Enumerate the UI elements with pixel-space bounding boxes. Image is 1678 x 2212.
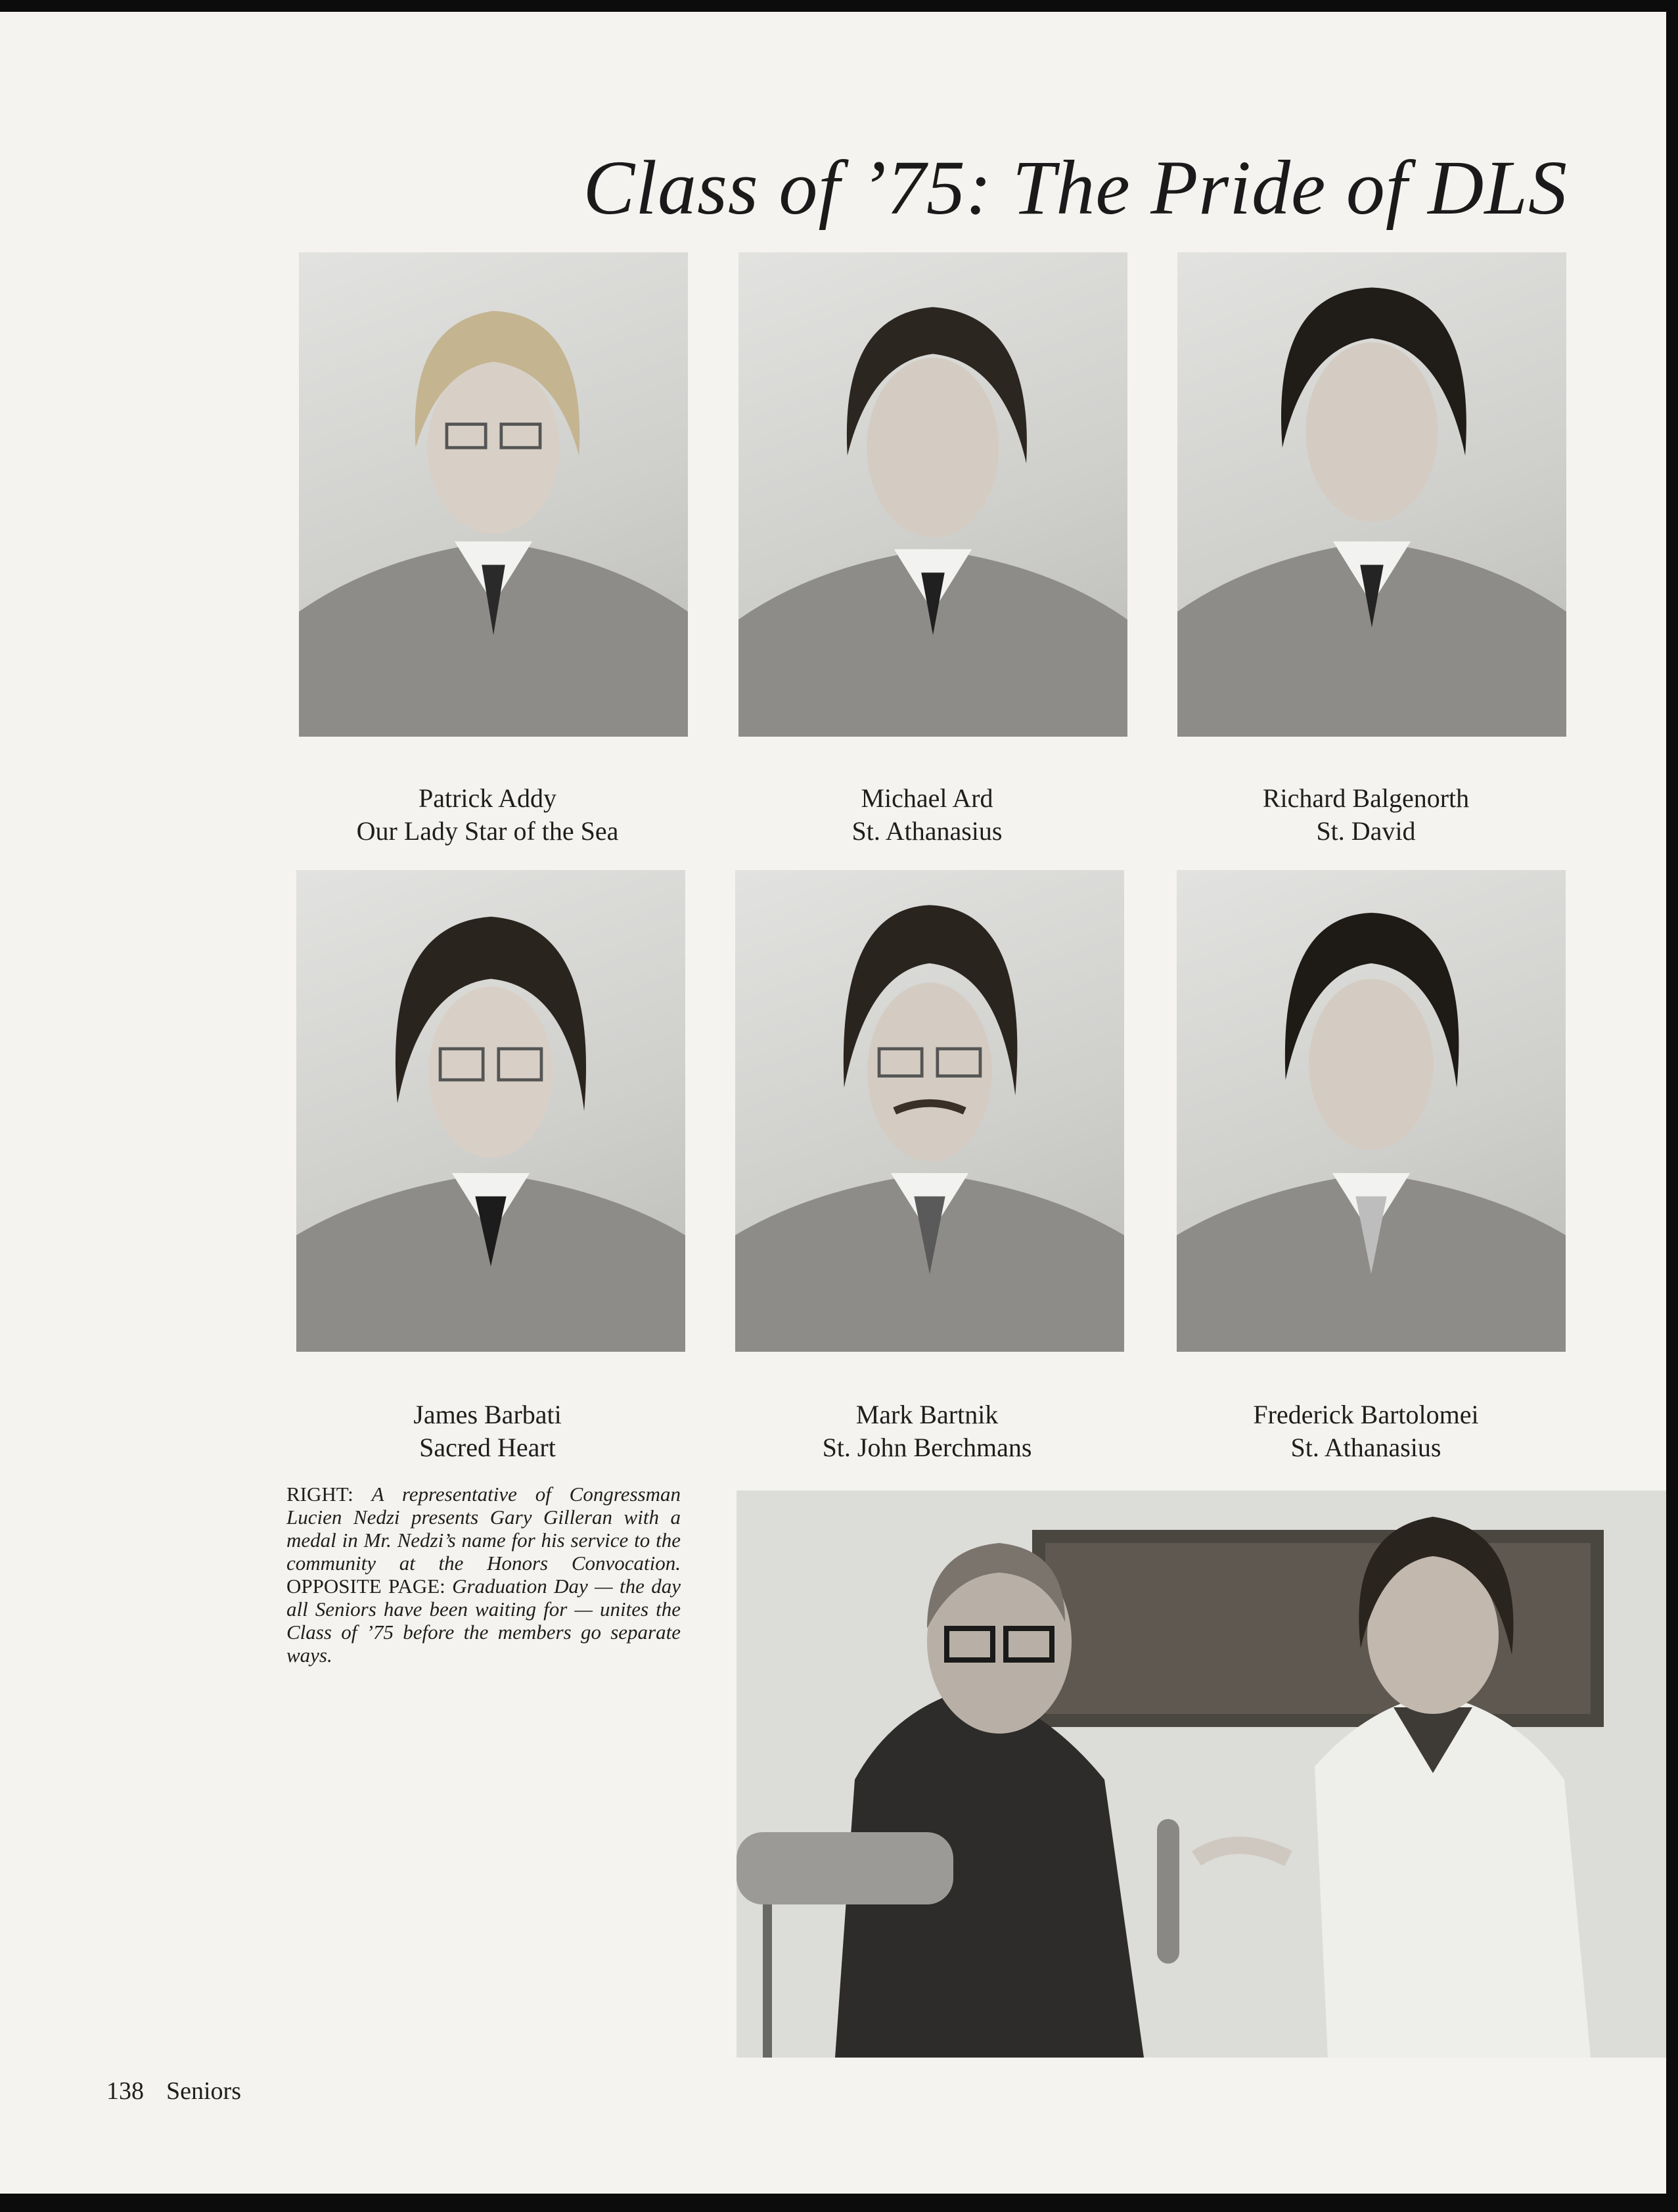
portrait-photo (1177, 870, 1566, 1352)
portrait-photo (738, 252, 1127, 737)
senior-parish: St. David (1316, 816, 1416, 846)
senior-name: Michael Ard (861, 783, 993, 813)
page-number: 138 (106, 2077, 144, 2105)
senior-parish: St. John Berchmans (822, 1433, 1032, 1462)
caption-right-text: A representative of Congressman Lucien Nedzi presents Gary Gilleran with a medal in Mr. Nedzi’s name for his service to the community at the Honors Convocation. (286, 1483, 681, 1575)
caption-opposite-label: OPPOSITE PAGE: (286, 1575, 453, 1598)
senior-parish: Our Lady Star of the Sea (356, 816, 619, 846)
page-footer (106, 2077, 263, 2106)
senior-name: Mark Bartnik (855, 1400, 999, 1429)
caption-right-label: RIGHT: (286, 1483, 372, 1506)
senior-caption (730, 782, 1124, 848)
yearbook-page (0, 12, 1666, 2194)
senior-caption (290, 782, 685, 848)
senior-name: James Barbati (413, 1400, 562, 1429)
senior-caption (730, 1398, 1124, 1464)
portrait-photo (299, 252, 688, 737)
senior-name: Patrick Addy (419, 783, 556, 813)
senior-name: Richard Balgenorth (1262, 783, 1470, 813)
senior-caption (1169, 782, 1563, 848)
senior-caption (290, 1398, 685, 1464)
senior-parish: Sacred Heart (419, 1433, 556, 1462)
photo-caption (286, 1483, 681, 1667)
senior-parish: St. Athanasius (1290, 1433, 1441, 1462)
portrait-photo (735, 870, 1124, 1352)
portrait-photo (296, 870, 685, 1352)
honors-convocation-photo (737, 1490, 1666, 2058)
section-name: Seniors (166, 2077, 241, 2105)
senior-parish: St. Athanasius (851, 816, 1003, 846)
senior-caption (1169, 1398, 1563, 1464)
caption-opposite-text: Graduation Day — the day all Seniors have been waiting for — unites the Class of ’75 before the members go separate ways. (286, 1575, 681, 1667)
portrait-photo (1177, 252, 1566, 737)
page-title: Class of ’75: The Pride of DLS (583, 145, 1568, 231)
senior-name: Frederick Bartolomei (1253, 1400, 1479, 1429)
